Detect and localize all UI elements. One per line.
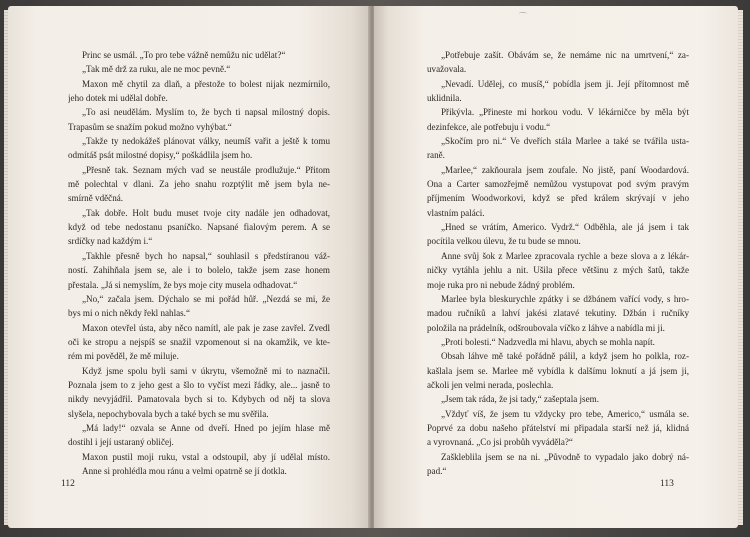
text-line: „Jsem tak ráda, že jsi tady,“ zašeptala jsem. — [441, 394, 599, 405]
text-line: „No,“ začala jsem. Dýchalo se mi pořád hůř. „Nezdá se mi, že — [82, 293, 330, 304]
text-line: madou ručníků a lahví jakési zlatavé tekutiny. Džbán i ručníky — [427, 308, 689, 319]
text-line: ničky vytáhla jehlu a nit. Ušila přece většinu z mých šatů, takže — [427, 265, 689, 276]
text-line: „To asi neudělám. Myslím to, že bych ti napsal milostný dopis. — [82, 107, 330, 118]
text-line: „Takhle přesně bych ho napsal,“ souhlasil s předstíranou váž- — [82, 250, 330, 261]
text-line: příjmením Woodworkovi, když se před králem skrývají v jeho — [427, 193, 689, 204]
text-line: Zaškleblila jsem se na ni. „Původně to vypadalo jako dobrý ná- — [441, 451, 689, 462]
text-line: „Přesně tak. Seznam mých vad se neustále prodlužuje.“ Přitom — [82, 164, 330, 175]
text-line: pocítila velkou úlevu, že tu bude se mnou. — [427, 236, 581, 247]
text-line: Marlee byla bleskurychle zpátky i se džbánem vařící vody, s hro- — [441, 293, 689, 304]
page-number-left: 112 — [61, 479, 75, 489]
text-line: oči ke stropu a nejspíš se snažil vzpomenout si na okamžik, ve kte- — [68, 336, 330, 347]
text-line: „Marlee,“ zakňourala jsem zoufale. No jistě, paní Woodardová. — [441, 164, 689, 175]
left-page-text — [68, 48, 330, 478]
text-line: slyšela, nepochybovala bych a také bych se mu svěřila. — [68, 408, 269, 419]
text-line: dezinfekce, ale potřebuju i vodu.“ — [427, 121, 551, 132]
text-line: rém mi pověděl, že mě miluje. — [68, 351, 179, 362]
text-line: vlastním paláci. — [427, 207, 485, 218]
text-line: Ona a Carter samozřejmě nemůžou vystupovat pod svým pravým — [427, 179, 689, 190]
text-line: pad.“ — [427, 465, 447, 476]
text-line: uklidnila. — [427, 93, 462, 104]
text-line: uvažovala. — [427, 64, 467, 75]
text-line: Maxon mě chytil za dlaň, a přestože to bolest nijak nezmírnilo, — [82, 78, 330, 89]
text-line: Přikývla. „Přineste mi horkou vodu. V lékárničce by měla být — [441, 107, 689, 118]
text-line: kašlala jsem se. Marlee mě vybídla k dalšímu loknutí a já jsem ji, — [427, 365, 689, 376]
text-line: odmítáš psát milostné dopisy,“ poškádlila jsem ho. — [68, 150, 253, 161]
text-line: „Takže ty nedokážeš plánovat války, neumíš vařit a ještě k tomu — [82, 136, 330, 147]
text-line: Obsah láhve mě také pořádně pálil, a když jsem ho polkla, roz- — [441, 351, 689, 362]
text-line: položila na prádelník, odšroubovala víčko z láhve a nabídla mi ji. — [427, 322, 665, 333]
text-line: Poprvé za dobu našeho přátelství mi připadala starší než já, klidná — [427, 422, 689, 433]
text-line: smírně vděčná. — [68, 193, 124, 204]
text-line: dostihl i její ustaraný obličej. — [68, 437, 174, 448]
page-number-right: 113 — [660, 479, 674, 489]
text-line: a vyrovnaná. „Co jsi probůh vyváděla?“ — [427, 437, 573, 448]
left-page — [8, 6, 370, 528]
right-page-text — [427, 48, 689, 478]
text-line: „Skočím pro ni.“ Ve dveřích stála Marlee a také se tvářila usta- — [441, 136, 689, 147]
text-line: „Proti bolesti.“ Nadzvedla mi hlavu, abych se mohla napít. — [441, 336, 655, 347]
pencil-mark-icon: ⌒ — [519, 12, 527, 21]
text-line: mě polechtal v dlani. Za jeho snahu rozptýlit mě jsem byla ne- — [68, 179, 330, 190]
text-line: „Má lady!“ ozvala se Anne od dveří. Hned po jejím hlase mě — [82, 422, 330, 433]
text-line: Když jsme spolu byli sami v úkrytu, všemožně mi to naznačil. — [82, 365, 330, 376]
text-line: Maxon pustil moji ruku, vstal a odstoupil, aby jí udělal místo. — [82, 451, 330, 462]
text-line: ačkoli jen velmi nerada, poslechla. — [427, 379, 554, 390]
text-line: Poznala jsem to z jeho gest a šlo to vyčíst mezi řádky, ale... jasně to — [68, 379, 330, 390]
text-line: přestala. „Já si nemyslím, že bys moje city musela odhadovat.“ — [68, 279, 298, 290]
text-line: Anne si prohlédla mou ránu a velmi opatrně se jí dotkla. — [82, 465, 287, 476]
text-line: „Potřebuje zašít. Obávám se, že nemáme nic na umrtvení,“ za- — [441, 50, 689, 60]
text-line: „Nevadí. Udělej, co musíš,“ pobídla jsem ji. Její přítomnost mě — [441, 78, 689, 89]
text-line: ností. Zahihňala jsem se, ale i to bolelo, takže jsem zase honem — [68, 265, 330, 276]
page-edges-right — [738, 10, 743, 525]
text-line: nikdy nevyjádřil. Pamatovala bych si to. Kdybych od něj ta slova — [68, 394, 330, 405]
text-line: „Hned se vrátím, Americo. Vydrž.“ Odběhla, ale já jsem i tak — [441, 222, 689, 233]
text-line: Anne svůj šok z Marlee zpracovala rychle a beze slova a z lékár- — [441, 250, 689, 261]
text-line: „Tak dobře. Holt budu muset tvoje city nadále jen odhadovat, — [82, 207, 330, 218]
text-line: „Tak mě drž za ruku, ale ne moc pevně.“ — [82, 64, 231, 75]
right-page — [374, 6, 738, 528]
text-line: Maxon otevřel ústa, aby něco namítl, ale pak je zase zavřel. Zvedl — [82, 322, 330, 333]
text-line: raně. — [427, 150, 445, 161]
text-line: jeho dotek mi udělal dobře. — [68, 93, 168, 104]
text-line: Princ se usmál. „To pro tebe vážně nemůžu nic udělat?“ — [82, 50, 286, 60]
text-line: Trapasům se snažím pokud možno vyhýbat.“ — [68, 121, 232, 132]
text-line: bys mi o nich někdy řekl nahlas.“ — [68, 308, 190, 319]
text-line: moje ruka pro ni nebude žádný problém. — [427, 279, 575, 290]
text-line: když od tebe nedostanu psaníčko. Napsané fialovým perem. A se — [68, 222, 330, 233]
text-line: „Vždyť víš, že jsem tu vždycky pro tebe, Americo,“ usmála se. — [441, 408, 689, 419]
text-line: srdíčky nad každým i.“ — [68, 236, 153, 247]
